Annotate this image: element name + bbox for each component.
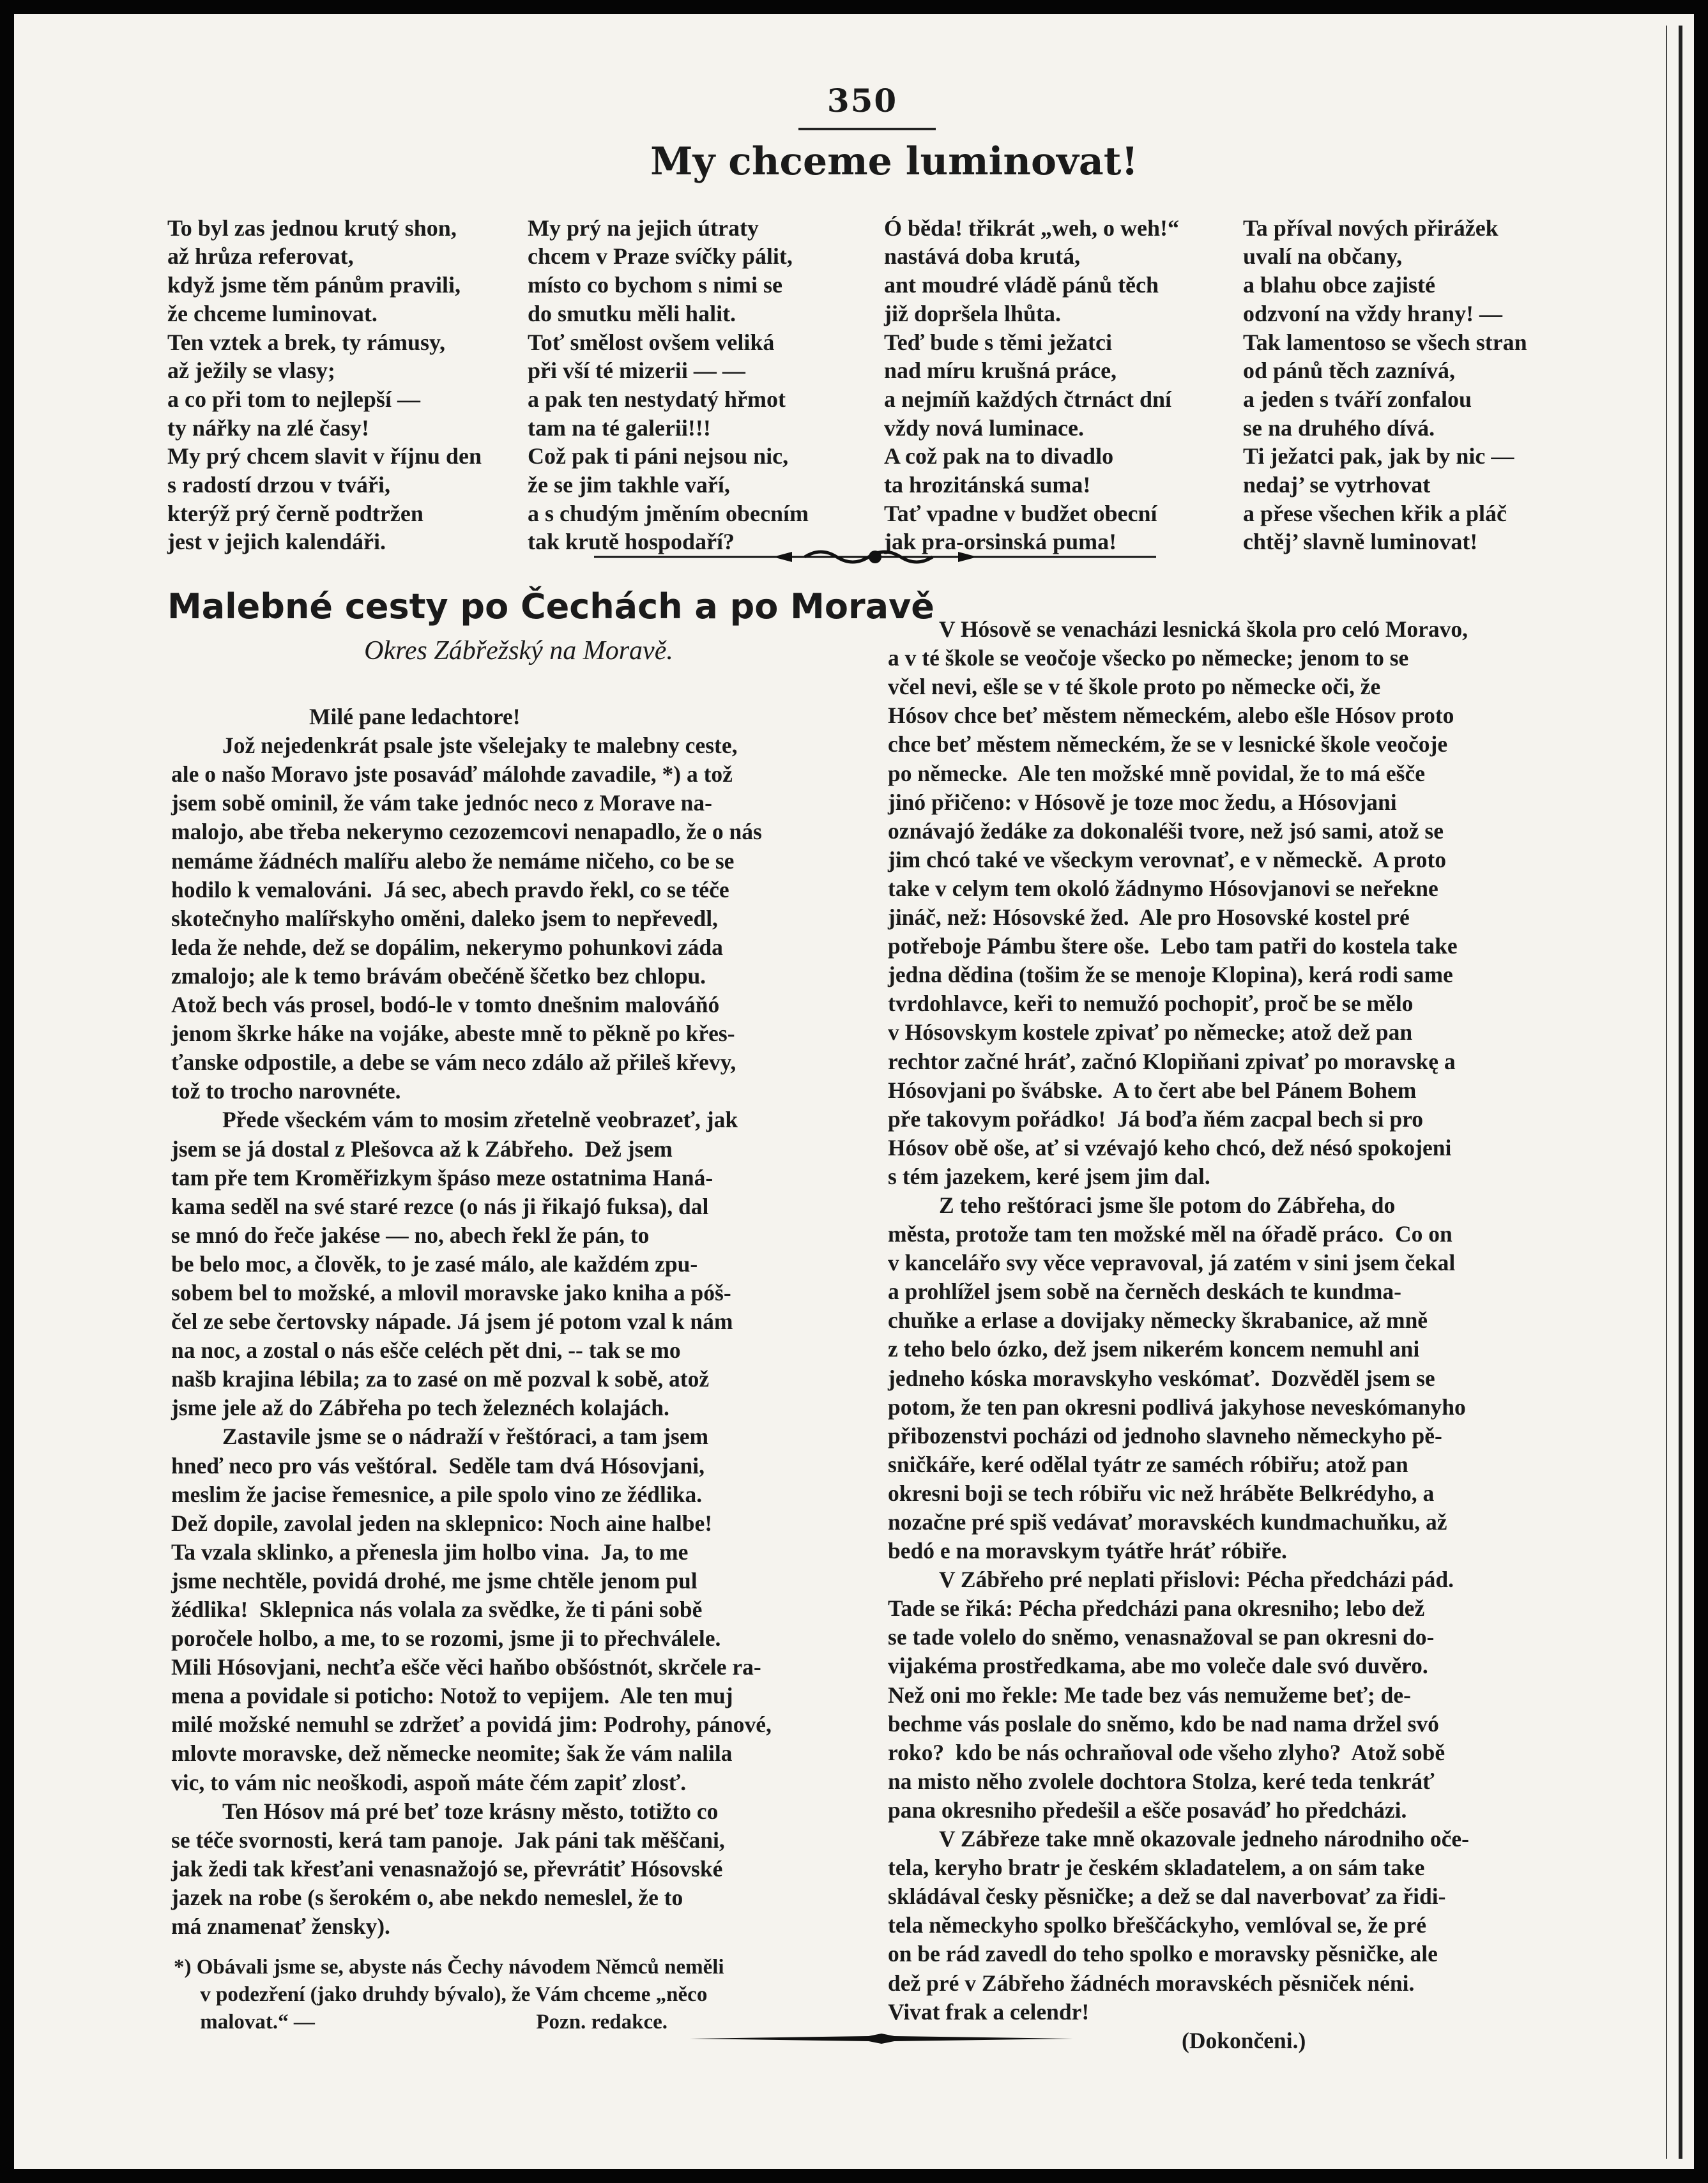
poem-line: jest v jejich kalendáři. <box>167 529 386 555</box>
poem-line: od pánů těch zaznívá, <box>1243 358 1456 384</box>
poem-line: ty nářky na zlé časy! <box>167 415 369 441</box>
article-line: bedó e na moravskym tyátře hráť róbiře. <box>888 1538 1287 1564</box>
article-line: jazek na robe (s šerokém o, abe nekdo nemeslel, že to <box>171 1884 683 1910</box>
bottom-ornament <box>690 2031 1073 2046</box>
poem-line: do smutku měli halit. <box>528 300 736 326</box>
poem-column-4 <box>1243 185 1527 585</box>
poem-line: a jeden s tváří zonfalou <box>1243 386 1472 412</box>
article-line: meslim že jacise řemesnice, a pile spolo vino ze žédlika. <box>171 1481 703 1507</box>
poem-column-2 <box>528 185 809 585</box>
article-line: hodilo k vemalováni. Já sec, abech pravdo řekl, co se téče <box>171 876 729 902</box>
article-line: jedna dědina (tošim že se menoje Klopina), kerá rodi same <box>888 962 1453 988</box>
article-line: ale o našo Moravo jste posaváď málohde zavadile, *) a tož <box>171 761 733 787</box>
article-line: s tém jazekem, keré jsem jim dal. <box>888 1163 1210 1189</box>
poem-line: A což pak na to divadlo <box>884 443 1114 469</box>
article-line: se mnó do řeče jakése — no, abech řekl že pán, to <box>171 1222 650 1248</box>
article-line: jsme jele až do Zábřeha po tech železnéch kolajách. <box>171 1395 669 1421</box>
article-line: nemáme žádnéch malířu alebo že nemáme ničeho, co be se <box>171 848 735 874</box>
poem-line: a pak ten nestydatý hřmot <box>528 386 786 412</box>
poem-line: při vší té mizerii — — <box>528 358 745 384</box>
poem-line: ant moudré vládě pánů těch <box>884 272 1159 298</box>
article-line: Z teho reštóraci jsme šle potom do Zábřeha, do <box>939 1192 1396 1218</box>
article-line: z teho belo ózko, dež jsem nikerém koncem nemuhl ani <box>888 1336 1420 1362</box>
article-line: Hósov chce beť městem německém, alebo ešle Hósov proto <box>888 703 1454 729</box>
article-subtitle: Okres Zábřežský na Moravě. <box>364 636 673 666</box>
poem-line: Teď bude s těmi ježatci <box>884 329 1113 355</box>
article-line: zmalojo; ale k temo brávám obečéně ščetko bez chlopu. <box>171 962 706 989</box>
article-line: oznávajó žedáke za dokonaléši tvore, než jsó sami, atož se <box>888 818 1444 844</box>
article-line: skotečnyho malířskyho oměni, daleko jsem to nepřevedl, <box>171 905 718 931</box>
article-line: a prohlížel jsem sobě na černěch deskách te kundma- <box>888 1279 1402 1305</box>
poem-line: vždy nová luminace. <box>884 415 1085 441</box>
article-right-column <box>888 586 1469 2084</box>
article-line: Mili Hósovjani, nechťa ešče věci haňbo obšóstnót, skrčele ra- <box>171 1654 761 1680</box>
article-left-column <box>171 674 772 1970</box>
article-line: Než oni mo řekle: Me tade bez vás nemužeme beť; de- <box>888 1682 1411 1708</box>
poem-line: a blahu obce zajisté <box>1243 272 1435 298</box>
article-line: Hósovjani po švábske. A to čert abe bel Pánem Bohem <box>888 1077 1417 1103</box>
article-line: tož to trocho narovnéte. <box>171 1078 401 1104</box>
article-line: ťanske odpostile, a debe se vám neco zdálo až přileš křevy, <box>171 1049 736 1076</box>
poem-title: My chceme luminovat! <box>650 139 1138 184</box>
article-line: sničkáře, keré odělal tyátr ze saméch róbiřu; atož pan <box>888 1451 1408 1477</box>
poem-line: již dopršela lhůta. <box>884 300 1062 326</box>
article-line: žédlika! Sklepnica nás volala za svědke, že ti páni sobě <box>171 1597 703 1622</box>
poem-line: a co při tom to nejlepší — <box>167 386 420 412</box>
footnote <box>174 1926 724 2064</box>
article-line: pana okresniho předešil a ešče posaváď ho předcházi. <box>888 1797 1407 1823</box>
article-line: rechtor začné hráť, začnó Klopiňani zpivať po moravskę a <box>888 1048 1456 1074</box>
article-line: tela německyho spolko břeščáckyho, vemlóval se, že pré <box>888 1912 1427 1938</box>
poem-line: když jsme těm pánům pravili, <box>167 272 461 298</box>
article-line: V Zábřeze take mně okazovale jedneho národniho oče- <box>939 1826 1469 1852</box>
article-line: včel nevi, ešle se v té škole proto po německe oči, že <box>888 674 1381 700</box>
article-title: Malebné cesty po Čechách a po Moravě <box>167 586 934 627</box>
article-line: mlovte moravske, dež německe neomite; šak že vám nalila <box>171 1740 733 1767</box>
article-line: na misto něho zvolele dochtora Stolza, keré teda tenkráť <box>888 1768 1435 1794</box>
poem-line: až ježily se vlasy; <box>167 358 335 384</box>
article-line: tam pře tem Kroměřizkym špáso meze ostatnima Haná- <box>171 1164 713 1190</box>
article-line: bechme vás poslale do sněmo, kdo be nad nama držel svó <box>888 1710 1439 1737</box>
article-line: čel ze sebe čertovsky nápade. Já jsem jé potom vzal k nám <box>171 1309 733 1335</box>
article-line: skládával česky pěsničke; a dež se dal naverbovať za řidi- <box>888 1883 1446 1910</box>
poem-line: My prý chcem slavit v říjnu den <box>167 443 482 469</box>
article-line: Zastavile jsme se o nádraží v řeštóraci, a tam jsem <box>222 1424 709 1450</box>
article-line: má znamenať žensky). <box>171 1913 390 1940</box>
article-line: jsem sobě ominil, že vám take jednóc neco z Morave na- <box>171 790 712 816</box>
article-line: Atož bech vás prosel, bodó-le v tomto dnešnim malováňó <box>171 992 720 1018</box>
article-line: malojo, abe třeba nekerymo cezozemcovi nenapadlo, že o nás <box>171 819 762 845</box>
article-line: v kancelářo svy věce vepravoval, já zatém v sini jsem čekal <box>888 1250 1456 1276</box>
article-line: Vivat frak a celendr! <box>888 1998 1090 2025</box>
article-line: na noc, a zostal o nás ešče celéch pět dni, -- tak se mo <box>171 1337 681 1364</box>
article-line: Hósov obě oše, ať si vzévajó keho chcó, dež nésó spokojeni <box>888 1134 1452 1160</box>
poem-line: tam na té galerii!!! <box>528 415 711 441</box>
article-line: okresni boji se tech róbiřu vic než hráběte Belkrédyho, a <box>888 1480 1435 1506</box>
article-line: Přede všeckém vám to mosim zřetelně veobrazeť, jak <box>222 1107 738 1133</box>
article-line: jak žedi tak křesťani venasnažojó se, převrátiť Hósovské <box>171 1855 723 1882</box>
page-edge-rule-inner <box>1666 26 1667 2159</box>
poem-line: kterýž prý černě podtržen <box>167 500 423 526</box>
article-line: jsem se já dostal z Plešovca až k Zábřeho. Dež jsem <box>171 1136 673 1162</box>
article-line: přibozenstvi pocházi od jednoho slavneho německyho pě- <box>888 1422 1442 1449</box>
poem-line: s radostí drzou v tváři, <box>167 472 390 498</box>
poem-line: Tať vpadne v budžet obecní <box>884 500 1157 526</box>
article-line: tvrdohlavce, keři to nemužó pochopiť, proč be se mělo <box>888 991 1414 1017</box>
article-line: on be rád zavedl do teho spolko e moravsky pěsničke, ale <box>888 1941 1438 1967</box>
poem-line: Tak lamentoso se všech stran <box>1243 329 1527 355</box>
poem-column-3 <box>884 185 1179 585</box>
poem-line: Ta příval nových přirážek <box>1243 215 1498 241</box>
poem-line: My prý na jejich útraty <box>528 215 759 241</box>
article-line: jináč, než: Hósovské žed. Ale pro Hosovské kostel pré <box>888 904 1410 931</box>
poem-line: Toť smělost ovšem veliká <box>528 329 775 355</box>
article-line: dež pré v Zábřeho žádnéch moravskéch pěsniček néni. <box>888 1970 1415 1996</box>
article-line: Ten Hósov má pré beť toze krásny město, totižto co <box>222 1798 719 1824</box>
article-line: potom, že ten pan okresni podlivá jakyhose neveskómanyho <box>888 1394 1466 1420</box>
article-line: jenom škrke háke na vojáke, abeste mně to pěkně po křes- <box>171 1021 735 1047</box>
article-line: chce beť městem německém, že se v lesnické škole veočoje <box>888 731 1448 757</box>
footnote-line: *) Obávali jsme se, abyste nás Čechy návodem Němců neměli <box>174 1956 724 1979</box>
article-line: a v té škole se veočoje všecko po německe; jenom to se <box>888 645 1409 671</box>
poem-line: Což pak ti páni nejsou nic, <box>528 443 789 469</box>
poem-line: místo co bychom s nimi se <box>528 272 782 298</box>
article-line: po německe. Ale ten možské mně povidal, že to má ešče <box>888 760 1425 786</box>
article-line: kama seděl na své staré rezce (o nás ji řikajó fuksa), dal <box>171 1193 709 1219</box>
article-line: sobem bel to možské, a mlovil moravske jako kniha a póš- <box>171 1279 731 1305</box>
article-line: Jož nejedenkrát psale jste všelejaky te malebny ceste, <box>222 733 738 759</box>
poem-line: Ti ježatci pak, jak by nic — <box>1243 443 1514 469</box>
ornament-divider <box>594 544 1156 570</box>
poem-line: nastává doba krutá, <box>884 243 1081 270</box>
continued-note: (Dokončeni.) <box>1182 2027 1306 2053</box>
article-line: Dež dopile, zavolal jeden na sklepnico: Noch aine halbe! <box>171 1510 713 1536</box>
poem-line: ta hrozitánská suma! <box>884 472 1091 498</box>
poem-line: chtěj’ slavně luminovat! <box>1243 529 1478 555</box>
article-line: hneď neco pro vás veštóral. Seděle tam dvá Hósovjani, <box>171 1452 705 1479</box>
poem-column-1 <box>167 185 482 585</box>
poem-line: až hrůza referovat, <box>167 243 354 270</box>
article-line: v Hósovskym kostele zpivať po německe; atož dež pan <box>888 1019 1413 1046</box>
article-line: chuňke a erlase a dovijaky německy škrabanice, až mně <box>888 1307 1428 1334</box>
article-line: V Zábřeho pré neplati přislovi: Pécha předcházi pád. <box>939 1567 1454 1593</box>
article-line: pře takovym pořádko! Já boďa ňém zacpal bech si pro <box>888 1106 1423 1132</box>
article-line: jinó přičeno: v Hósově je toze moc žedu, a Hósovjani <box>888 789 1397 815</box>
article-line: take v celym tem okoló žádnymo Hósovjanovi se neřekne <box>888 875 1438 901</box>
poem-line: tak krutě hospodaří? <box>528 529 735 555</box>
article-line: jim chcó také ve všeckym verovnať, e v německě. A proto <box>888 846 1446 872</box>
poem-line: a přese všechen křik a pláč <box>1243 500 1507 526</box>
poem-line: že chceme luminovat. <box>167 300 377 326</box>
article-line: našb krajina lébila; za to zasé on mě pozval k sobě, atož <box>171 1366 710 1392</box>
article-line: nozačne pré spiš vedávať moravskéch kundmachuňku, až <box>888 1509 1447 1535</box>
article-line: jedneho kóska moravskyho veskómať. Dozvěděl jsem se <box>888 1365 1435 1391</box>
article-line: V Hósově se venacházi lesnická škola pro celó Moravo, <box>939 616 1468 643</box>
article-line: se téče svornosti, kerá tam panoje. Jak páni tak měščani, <box>171 1827 725 1853</box>
article-line: vic, to vám nic neoškodi, aspoň máte čém zapiť zlosť. <box>171 1769 687 1795</box>
footnote-line: v podezření (jako druhdy bývalo), že Vám chceme „něco <box>174 1983 708 2006</box>
article-line: roko? kdo be nás ochraňoval ode všeho zlyho? Atož sobě <box>888 1739 1445 1765</box>
article-line: vijakéma prostředkama, abe mo voleče dale svó duvěro. <box>888 1653 1428 1679</box>
article-line: potřeboje Pámbu štere oše. Lebo tam patři do kostela take <box>888 933 1458 959</box>
salutation: Milé pane ledachtore! <box>309 704 521 730</box>
article-line: Ta vzala sklinko, a přenesla jim holbo vina. Ja, to me <box>171 1539 689 1565</box>
page-number-rule <box>798 128 936 130</box>
poem-line: se na druhého dívá. <box>1243 415 1435 441</box>
article-line: mena a povidale si poticho: Notož to vepijem. Ale ten muj <box>171 1683 733 1709</box>
poem-line: odzvoní na vždy hrany! — <box>1243 300 1503 326</box>
article-line: be belo moc, a člověk, to je zasé málo, ale každém zpu- <box>171 1251 698 1277</box>
poem-line: nad míru krušná práce, <box>884 358 1117 384</box>
article-line: poročele holbo, a me, to se rozomi, jsme ji to přechválele. <box>171 1625 721 1652</box>
poem-line: že se jim takhle vaří, <box>528 472 730 498</box>
poem-line: chcem v Praze svíčky pálit, <box>528 243 793 270</box>
article-line: milé možské nemuhl se zdržeť a povidá jim: Podrohy, pánové, <box>171 1712 772 1738</box>
article-line: se tade volelo do sněmo, venasnažoval se pan okresni do- <box>888 1624 1435 1650</box>
article-line: tela, keryho bratr je českém skladatelem, a on sám take <box>888 1855 1425 1881</box>
page-number: 350 <box>827 82 898 119</box>
poem-line: a s chudým jměním obecním <box>528 500 809 526</box>
poem-line: uvalí na občany, <box>1243 243 1403 270</box>
poem-line: nedaj’ se vytrhovat <box>1243 472 1431 498</box>
poem-line: To byl zas jednou krutý shon, <box>167 215 457 241</box>
poem-line: Ó běda! třikrát „weh, o weh!“ <box>884 215 1179 241</box>
page-edge-rule <box>1679 26 1682 2159</box>
footnote-line: malovat.“ — Pozn. redakce. <box>174 2011 668 2034</box>
poem-line: Ten vztek a brek, ty rámusy, <box>167 329 446 355</box>
article-line: jsme nechtěle, povidá drohé, me jsme chtěle jenom pul <box>171 1567 698 1594</box>
article-line: města, protože tam ten možské měl na óřadě práco. Co on <box>888 1221 1453 1247</box>
poem-line: a nejmíň každých čtrnáct dní <box>884 386 1171 412</box>
poem-line: jak pra-orsinská puma! <box>884 529 1117 555</box>
article-line: leda že nehde, dež se dopálim, nekerymo pohunkovi záda <box>171 934 723 960</box>
article-line: Tade se řiká: Pécha předcházi pana okresniho; lebo dež <box>888 1595 1425 1622</box>
